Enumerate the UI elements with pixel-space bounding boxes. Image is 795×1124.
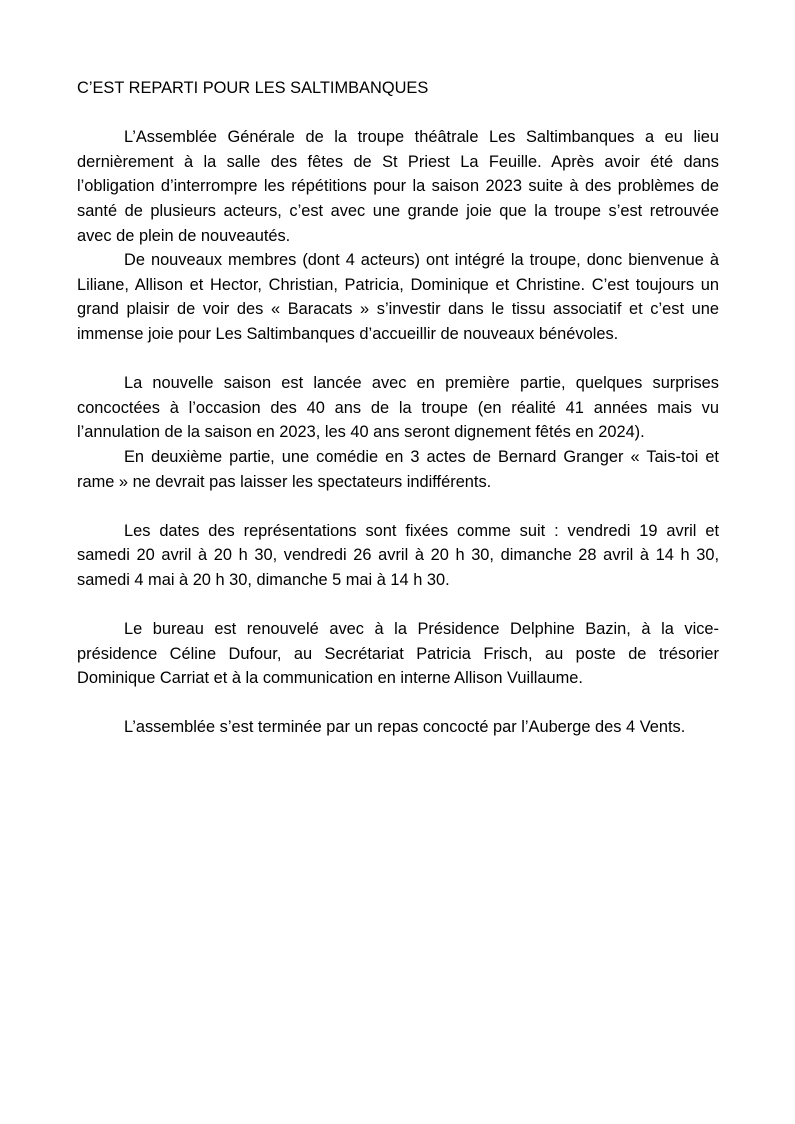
paragraph-spacer: [77, 494, 719, 519]
document-body: [77, 76, 719, 740]
paragraph-new-members: De nouveaux membres (dont 4 acteurs) ont intégré la troupe, donc bienvenue à Liliane, Allison et Hector, Christian, Patricia, Dominique et Christine. C’est toujours un grand plaisir de voir des « Baracats » s’investir dans le tissu associatif et c’est une immense joie pour Les Saltimbanques d’accueillir de nouveaux bénévoles.: [77, 251, 719, 343]
paragraph-board: Le bureau est renouvelé avec à la Présidence Delphine Bazin, à la vice-présidence Céline Dufour, au Secrétariat Patricia Frisch, au poste de trésorier Dominique Carriat et à la communication en interne Allison Vuillaume.: [77, 620, 719, 688]
paragraph-comedy: En deuxième partie, une comédie en 3 actes de Bernard Granger « Tais-toi et rame » ne devrait pas laisser les spectateurs indifférents.: [77, 447, 719, 491]
paragraph-closing: L’assemblée s’est terminée par un repas concocté par l’Auberge des 4 Vents.: [124, 718, 686, 737]
paragraph-spacer: [77, 691, 719, 716]
paragraph-spacer: [77, 592, 719, 617]
paragraph-new-season: La nouvelle saison est lancée avec en première partie, quelques surprises concoctées à l’occasion des 40 ans de la troupe (en réalité 41 années mais vu l’annulation de la saison en 2023, les 40 ans seront dignement fêtés en 2024).: [77, 374, 719, 442]
paragraph-performance-dates: Les dates des représentations sont fixées comme suit : vendredi 19 avril et samedi 20 avril à 20 h 30, vendredi 26 avril à 20 h 30, dimanche 28 avril à 14 h 30, samedi 4 mai à 20 h 30, dimanche 5 mai à 14 h 30.: [77, 521, 719, 589]
paragraph-assembly: L’Assemblée Générale de la troupe théâtrale Les Saltimbanques a eu lieu dernièrement à la salle des fêtes de St Priest La Feuille. Après avoir été dans l’obligation d’interrompre les répétitions pour la saison 2023 suite à des problèmes de santé de plusieurs acteurs, c’est avec une grande joie que la troupe s’est retrouvée avec de plein de nouveautés.: [77, 128, 719, 245]
document-title: C’EST REPARTI POUR LES SALTIMBANQUES: [77, 79, 429, 97]
paragraph-spacer: [77, 347, 719, 372]
